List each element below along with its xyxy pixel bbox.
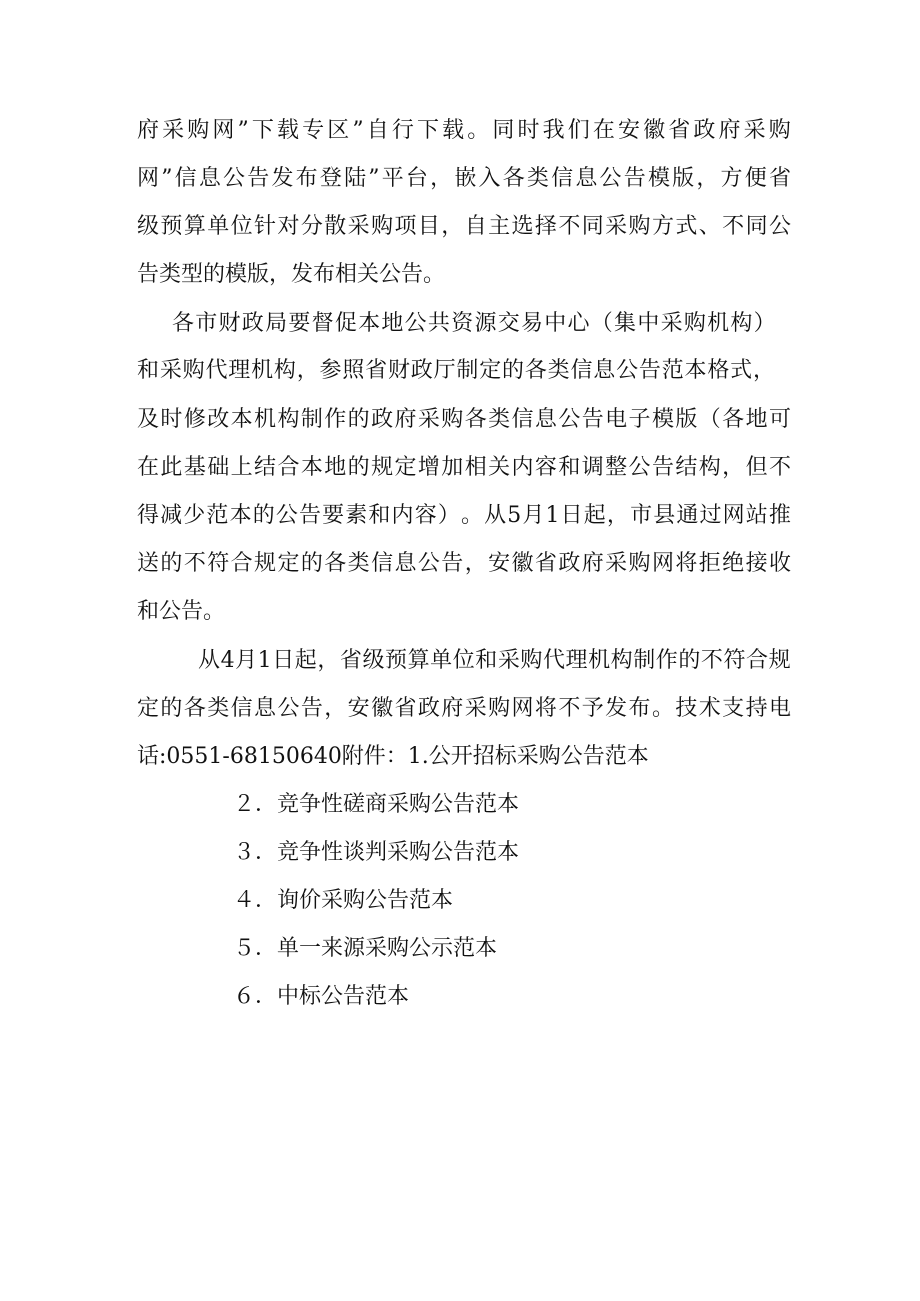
text-line: 在 此 基 础 上 结 合 本 地 的 规 定 增 加 相 关 内 容 和 调 整 公 告 结 构 ， 但 不 [137, 455, 791, 480]
text-line: 各 市 财 政 局 要 督 促 本 地 公 共 资 源 交 易 中 心 （ 集 中 采 购 机 构 ） [172, 311, 776, 336]
text-line: 级 预 算 单 位 针 对 分 散 采 购 项 目 ， 自 主 选 择 不 同 采 购 方 式 、 不 同 公 [137, 214, 791, 239]
text-line: 话:0551-68150640附件：1.公开招标采购公告范本 [137, 744, 649, 769]
text-line: 告类型的模版，发布相关公告。 [137, 262, 446, 287]
text-line: 和公告。 [137, 599, 226, 624]
attachment-item: ４．询价采购公告范本 [233, 888, 454, 913]
text-line: 和 采 购 代 理 机 构 ， 参 照 省 财 政 厅 制 定 的 各 类 信 息 公 告 范 本 格 式 ， [137, 358, 775, 383]
text-line: 定 的 各 类 信 息 公 告 ， 安 徽 省 政 府 采 购 网 将 不 予 发 布 。 技 术 支 持 电 [137, 696, 791, 721]
text-line: 从 4 月 1 日 起 ， 省 级 预 算 单 位 和 采 购 代 理 机 构 制 作 的 不 符 合 规 [198, 648, 791, 673]
text-line: 网 ” 信 息 公 告 发 布 登 陆 ” 平 台 ， 嵌 入 各 类 信 息 公 告 模 版 ， 方 便 省 [137, 166, 791, 191]
attachment-item: ６．中标公告范本 [233, 984, 410, 1009]
attachment-item: ３．竞争性谈判采购公告范本 [233, 840, 520, 865]
text-line: 送 的 不 符 合 规 定 的 各 类 信 息 公 告 ， 安 徽 省 政 府 采 购 网 将 拒 绝 接 收 [137, 551, 791, 576]
text-line: 得 减 少 范 本 的 公 告 要 素 和 内 容 ） 。 从 5 月 1 日 起 ， 市 县 通 过 网 站 推 [137, 503, 791, 528]
text-line: 及 时 修 改 本 机 构 制 作 的 政 府 采 购 各 类 信 息 公 告 电 子 模 版 （ 各 地 可 [137, 407, 791, 432]
attachment-item: ５．单一来源采购公示范本 [233, 936, 498, 961]
text-line: 府 采 购 网 ” 下 载 专 区 ” 自 行 下 载 。 同 时 我 们 在 安 徽 省 政 府 采 购 [137, 118, 791, 143]
attachment-item: ２．竞争性磋商采购公告范本 [233, 792, 520, 817]
